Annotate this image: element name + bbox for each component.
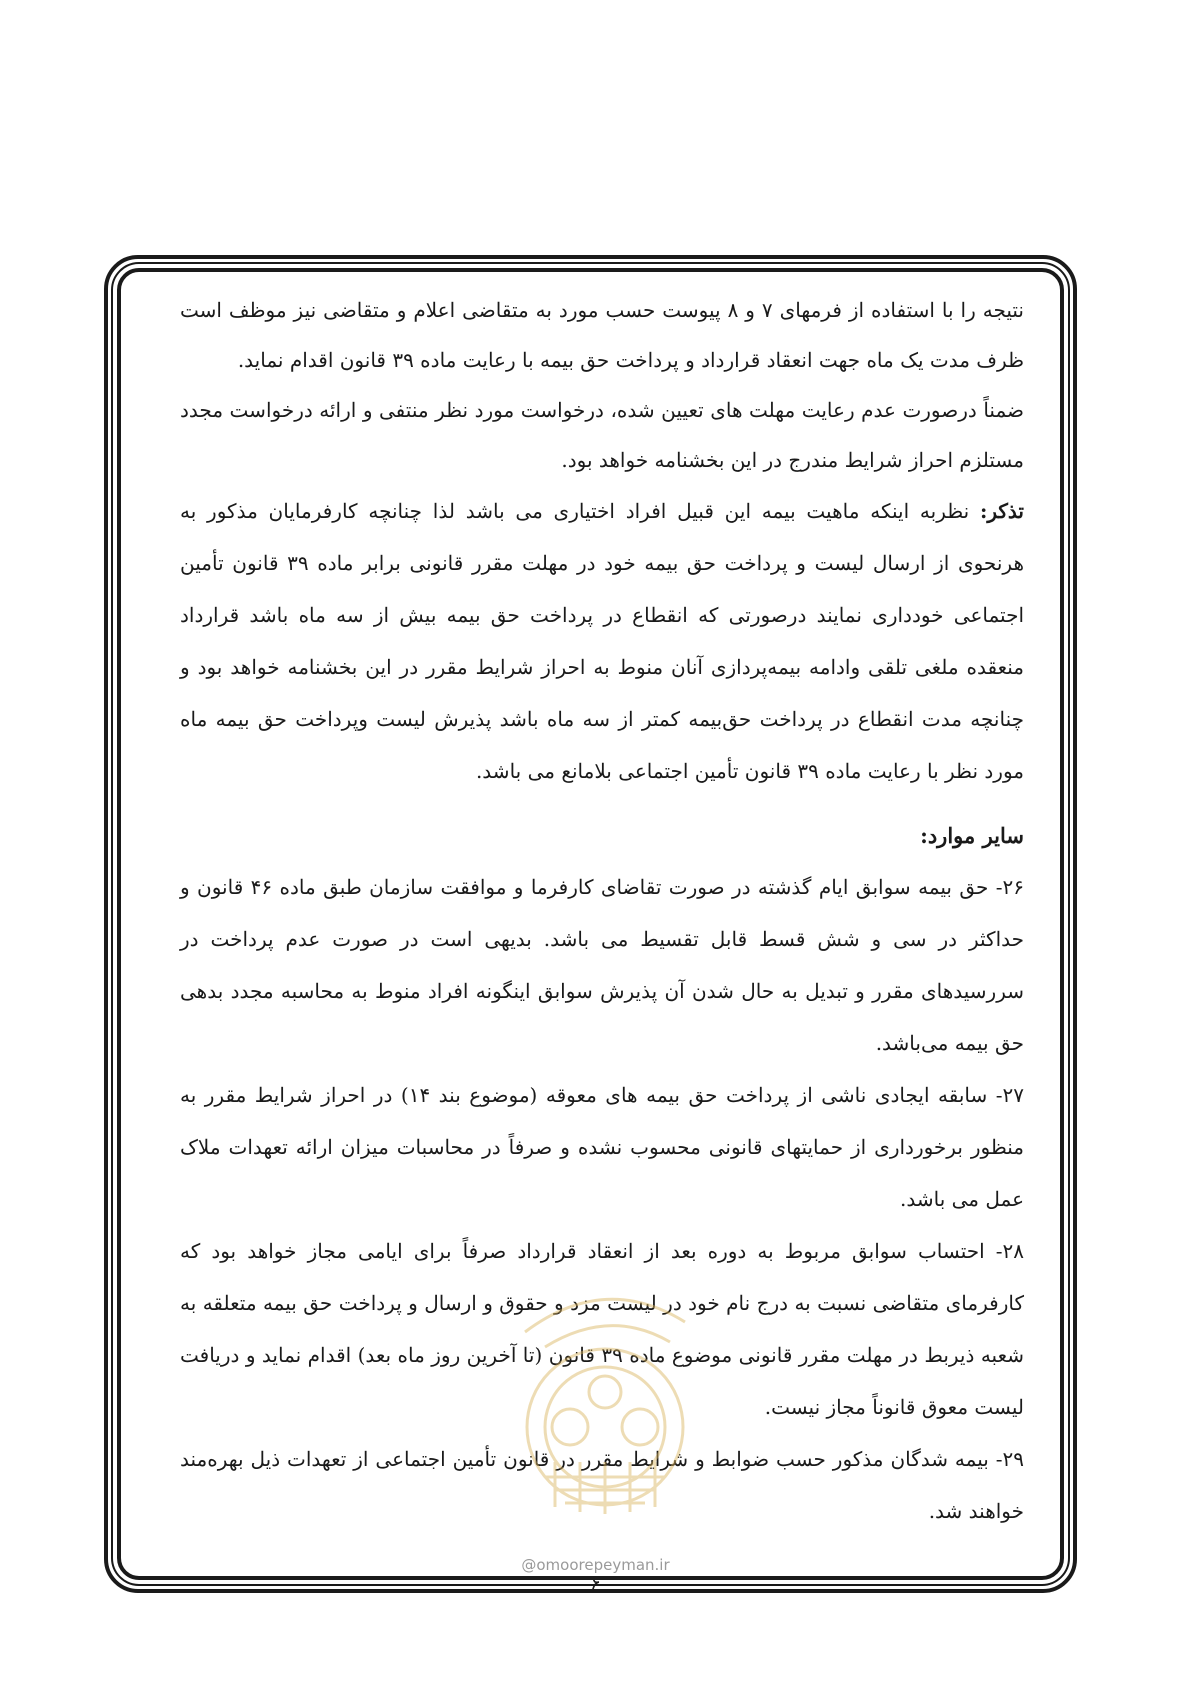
- document-body: [180, 285, 1024, 1537]
- note-paragraph: [180, 485, 1024, 797]
- paragraph-result-notice: نتیجه را با استفاده از فرمهای ۷ و ۸ پیوست حسب مورد به متقاضی اعلام و متقاضی نیز موظف است ظرف مدت یک ماه جهت انعقاد قرارداد و پرداخت حق بیمه با رعایت ماده ۳۹ قانون اقدام نماید.: [180, 298, 1024, 372]
- list-item-28: ۲۸- احتساب سوابق مربوط به دوره بعد از انعقاد قرارداد صرفاً برای ایامی مجاز خواهد بود که کارفرمای متقاضی نسبت به درج نام خود در لیست مزد و حقوق و ارسال و پرداخت حق بیمه متعلقه به شعبه ذیربط در مهلت مقرر قانونی موضوع ماده ۳۹ قانون (تا آخرین روز ماه بعد) اقدام نماید و دریافت لیست معوق قانوناً مجاز نیست.: [180, 1239, 1024, 1419]
- list-item-27: ۲۷- سابقه ایجادی ناشی از پرداخت حق بیمه های معوقه (موضوع بند ۱۴) در احراز شرایط مقرر به منظور برخورداری از حمایتهای قانونی محسوب نشده و صرفاً در محاسبات میزان ارائه تعهدات ملاک عمل می باشد.: [180, 1083, 1024, 1211]
- page-number: ۶: [590, 1570, 601, 1594]
- section-heading: سایر موارد:: [920, 823, 1024, 848]
- list-item-26: ۲۶- حق بیمه سوابق ایام گذشته در صورت تقاضای کارفرما و موافقت سازمان طبق ماده ۴۶ قانون و حداکثر در سی و شش قسط قابل تقسیط می باشد. بدیهی است در صورت عدم پرداخت در سررسیدهای مقرر و تبدیل به حال شدن آن پذیرش سوابق اینگونه افراد منوط به محاسبه مجدد بدهی حق بیمه می‌باشد.: [180, 875, 1025, 1055]
- watermark-url: @omoorepeyman.ir: [521, 1556, 670, 1574]
- paragraph-deadline-notice: ضمناً درصورت عدم رعایت مهلت های تعیین شده، درخواست مورد نظر منتفی و ارائه درخواست مجدد مستلزم احراز شرایط مندرج در این بخشنامه خواهد بود.: [180, 398, 1024, 472]
- note-label: تذکر:: [979, 499, 1024, 523]
- note-text: نظربه اینکه ماهیت بیمه این قبیل افراد اختیاری می باشد لذا چنانچه کارفرمایان مذکور به هرنحوی از ارسال لیست و پرداخت حق بیمه خود در مهلت مقرر قانونی برابر ماده ۳۹ قانون تأمین اجتماعی خودداری نمایند درصورتی که انقطاع در پرداخت حق بیمه بیش از سه ماه باشد قرارداد منعقده ملغی تلقی وادامه بیمه‌پردازی آنان منوط به احراز شرایط مقرر در این بخشنامه خواهد بود و چنانچه مدت انقطاع در پرداخت حق‌بیمه کمتر از سه ماه باشد پذیرش لیست وپرداخت حق بیمه ماه مورد نظر با رعایت ماده ۳۹ قانون تأمین اجتماعی بلامانع می باشد.: [180, 499, 1025, 783]
- list-item-29: ۲۹- بیمه شدگان مذکور حسب ضوابط و شرایط مقرر در قانون تأمین اجتماعی از تعهدات ذیل بهره‌مند خواهند شد.: [180, 1447, 1024, 1523]
